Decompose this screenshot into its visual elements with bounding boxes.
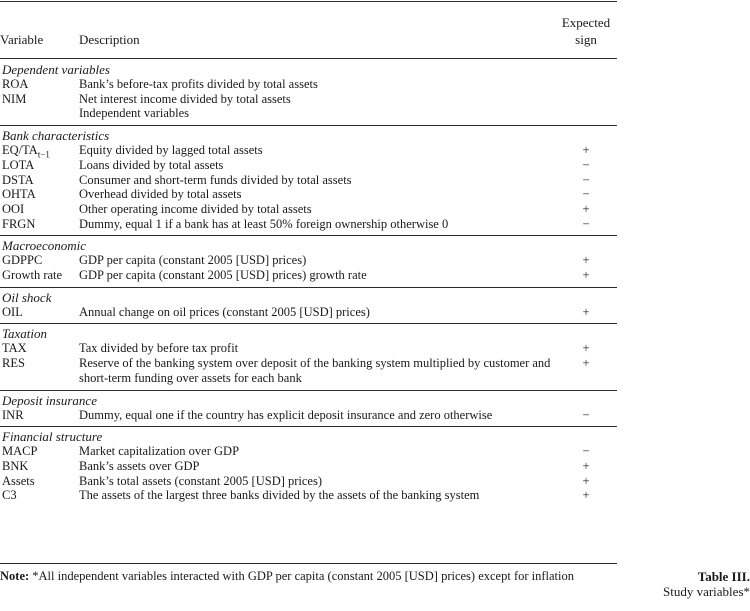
note-label: Note: xyxy=(0,569,30,583)
variable-name: BNK xyxy=(2,458,29,473)
variable-cell xyxy=(0,444,79,459)
table-row xyxy=(0,187,617,202)
variable-cell xyxy=(0,474,79,489)
expected-sign-cell xyxy=(555,77,617,92)
variable-cell xyxy=(0,92,79,107)
variable-cell xyxy=(0,305,79,320)
table-note xyxy=(0,569,617,584)
table-caption xyxy=(620,569,750,599)
variable-subscript: t−1 xyxy=(37,149,50,160)
header-expected-sign xyxy=(555,14,617,48)
description-cell: Bank’s total assets (constant 2005 [USD] prices) xyxy=(79,473,323,488)
variable-name: Assets xyxy=(2,473,35,488)
table-row xyxy=(0,408,617,423)
description-cell: Consumer and short-term funds divided by total assets xyxy=(79,172,352,187)
description-cell: Loans divided by total assets xyxy=(79,157,224,172)
group-title: Financial structure xyxy=(2,429,103,445)
variable-cell xyxy=(0,173,79,188)
description-cell: Tax divided by before tax profit xyxy=(79,341,239,356)
description-cell: Reserve of the banking system over deposit of the banking system multiplied by customer and short-term funding over assets for each bank xyxy=(79,356,551,385)
variable-name: DSTA xyxy=(2,172,34,187)
variable-cell xyxy=(0,408,79,423)
group-section xyxy=(0,390,617,427)
variable-name: GDPPC xyxy=(2,253,43,268)
variable-cell xyxy=(0,217,79,232)
group-section xyxy=(0,125,617,235)
group-title: Bank characteristics xyxy=(2,128,110,144)
header-variable: Variable xyxy=(0,32,44,47)
table-row xyxy=(0,356,617,385)
table-row xyxy=(0,173,617,188)
group-section xyxy=(0,287,617,324)
caption-title: Table III. xyxy=(697,569,750,584)
variable-cell xyxy=(0,143,79,158)
table-row xyxy=(0,341,617,356)
group-title: Taxation xyxy=(2,326,48,342)
description-cell: Bank’s before-tax profits divided by total assets xyxy=(79,77,318,91)
expected-sign-cell: − xyxy=(582,157,590,172)
group-section xyxy=(0,426,617,507)
variable-cell xyxy=(0,488,79,503)
group-title: Deposit insurance xyxy=(2,392,97,408)
expected-sign-cell: + xyxy=(582,143,590,158)
expected-sign-cell: + xyxy=(582,458,590,473)
description-cell: The assets of the largest three banks divided by the assets of the banking system xyxy=(79,488,480,503)
variable-cell xyxy=(0,253,79,268)
variable-name: EQ/TA xyxy=(2,143,38,158)
variable-name: RES xyxy=(2,356,25,371)
table-header xyxy=(0,0,617,58)
header-description: Description xyxy=(79,32,140,47)
table-row xyxy=(0,158,617,173)
group-title: Macroeconomic xyxy=(2,238,86,254)
expected-sign-cell: − xyxy=(582,187,590,202)
table-body xyxy=(0,60,617,507)
variable-name: NIM xyxy=(2,91,27,106)
expected-sign-cell: + xyxy=(582,341,590,356)
expected-sign-cell: − xyxy=(582,216,590,231)
variable-cell xyxy=(0,202,79,217)
variable-cell xyxy=(0,158,79,173)
table-row xyxy=(0,92,617,107)
header-rule xyxy=(0,58,617,59)
table-row xyxy=(0,77,617,92)
expected-sign-cell: − xyxy=(582,407,590,422)
description-cell: Net interest income divided by total assets xyxy=(79,91,291,106)
variable-name: OIL xyxy=(2,304,23,319)
description-cell: GDP per capita (constant 2005 [USD] prices) growth rate xyxy=(79,268,367,283)
description-cell: Other operating income divided by total assets xyxy=(79,201,312,216)
table-row xyxy=(0,305,617,320)
expected-sign-cell xyxy=(555,92,617,107)
description-cell: Annual change on oil prices (constant 2005 [USD] prices) xyxy=(79,304,370,319)
table-row xyxy=(0,444,617,459)
expected-sign-cell xyxy=(555,106,617,121)
description-cell: Dummy, equal one if the country has explicit deposit insurance and zero otherwise xyxy=(79,407,493,422)
variable-name: Growth rate xyxy=(2,268,63,283)
expected-sign-cell: + xyxy=(582,356,590,371)
variable-name: LOTA xyxy=(2,157,35,172)
group-title: Dependent variables xyxy=(2,62,110,77)
table-row xyxy=(0,217,617,232)
header-sign-line2: sign xyxy=(575,32,597,47)
expected-sign-cell: + xyxy=(582,253,590,268)
variable-name: ROA xyxy=(2,77,29,91)
group-title: Oil shock xyxy=(2,289,52,305)
caption-subtitle: Study variables* xyxy=(662,584,750,599)
table-row xyxy=(0,106,617,121)
bottom-rule xyxy=(0,563,617,564)
variable-name: MACP xyxy=(2,444,38,459)
table-row xyxy=(0,268,617,283)
variable-name: FRGN xyxy=(2,216,36,231)
expected-sign-cell: + xyxy=(582,473,590,488)
table-row xyxy=(0,143,617,158)
variable-cell xyxy=(0,341,79,356)
variable-cell xyxy=(0,356,79,385)
variable-cell xyxy=(0,459,79,474)
group-section xyxy=(0,60,617,125)
description-cell: GDP per capita (constant 2005 [USD] prices) xyxy=(79,253,307,268)
note-text: *All independent variables interacted with GDP per capita (constant 2005 [USD] prices) except for inflation xyxy=(29,569,575,583)
variable-cell xyxy=(0,77,79,92)
description-cell: Equity divided by lagged total assets xyxy=(79,143,263,158)
description-cell: Bank’s assets over GDP xyxy=(79,458,200,473)
variable-cell xyxy=(0,268,79,283)
variable-cell xyxy=(0,187,79,202)
expected-sign-cell: + xyxy=(582,268,590,283)
table-row xyxy=(0,488,617,503)
expected-sign-cell: − xyxy=(582,172,590,187)
table-row xyxy=(0,474,617,489)
header-sign-line1: Expected xyxy=(561,15,611,30)
group-section xyxy=(0,235,617,286)
group-section xyxy=(0,323,617,389)
variable-name: OOI xyxy=(2,201,25,216)
variable-name: OHTA xyxy=(2,187,36,202)
table-row xyxy=(0,459,617,474)
variable-name: INR xyxy=(2,407,24,422)
variable-cell xyxy=(0,106,79,121)
expected-sign-cell: + xyxy=(582,304,590,319)
table-row xyxy=(0,202,617,217)
variable-name: TAX xyxy=(2,341,27,356)
expected-sign-cell: + xyxy=(582,488,590,503)
variable-name: C3 xyxy=(2,488,17,503)
expected-sign-cell: + xyxy=(582,201,590,216)
expected-sign-cell: − xyxy=(582,444,590,459)
description-cell: Overhead divided by total assets xyxy=(79,187,242,202)
table-row xyxy=(0,253,617,268)
description-cell: Dummy, equal 1 if a bank has at least 50% foreign ownership otherwise 0 xyxy=(79,216,449,231)
description-cell: Independent variables xyxy=(79,106,190,121)
description-cell: Market capitalization over GDP xyxy=(79,444,240,459)
